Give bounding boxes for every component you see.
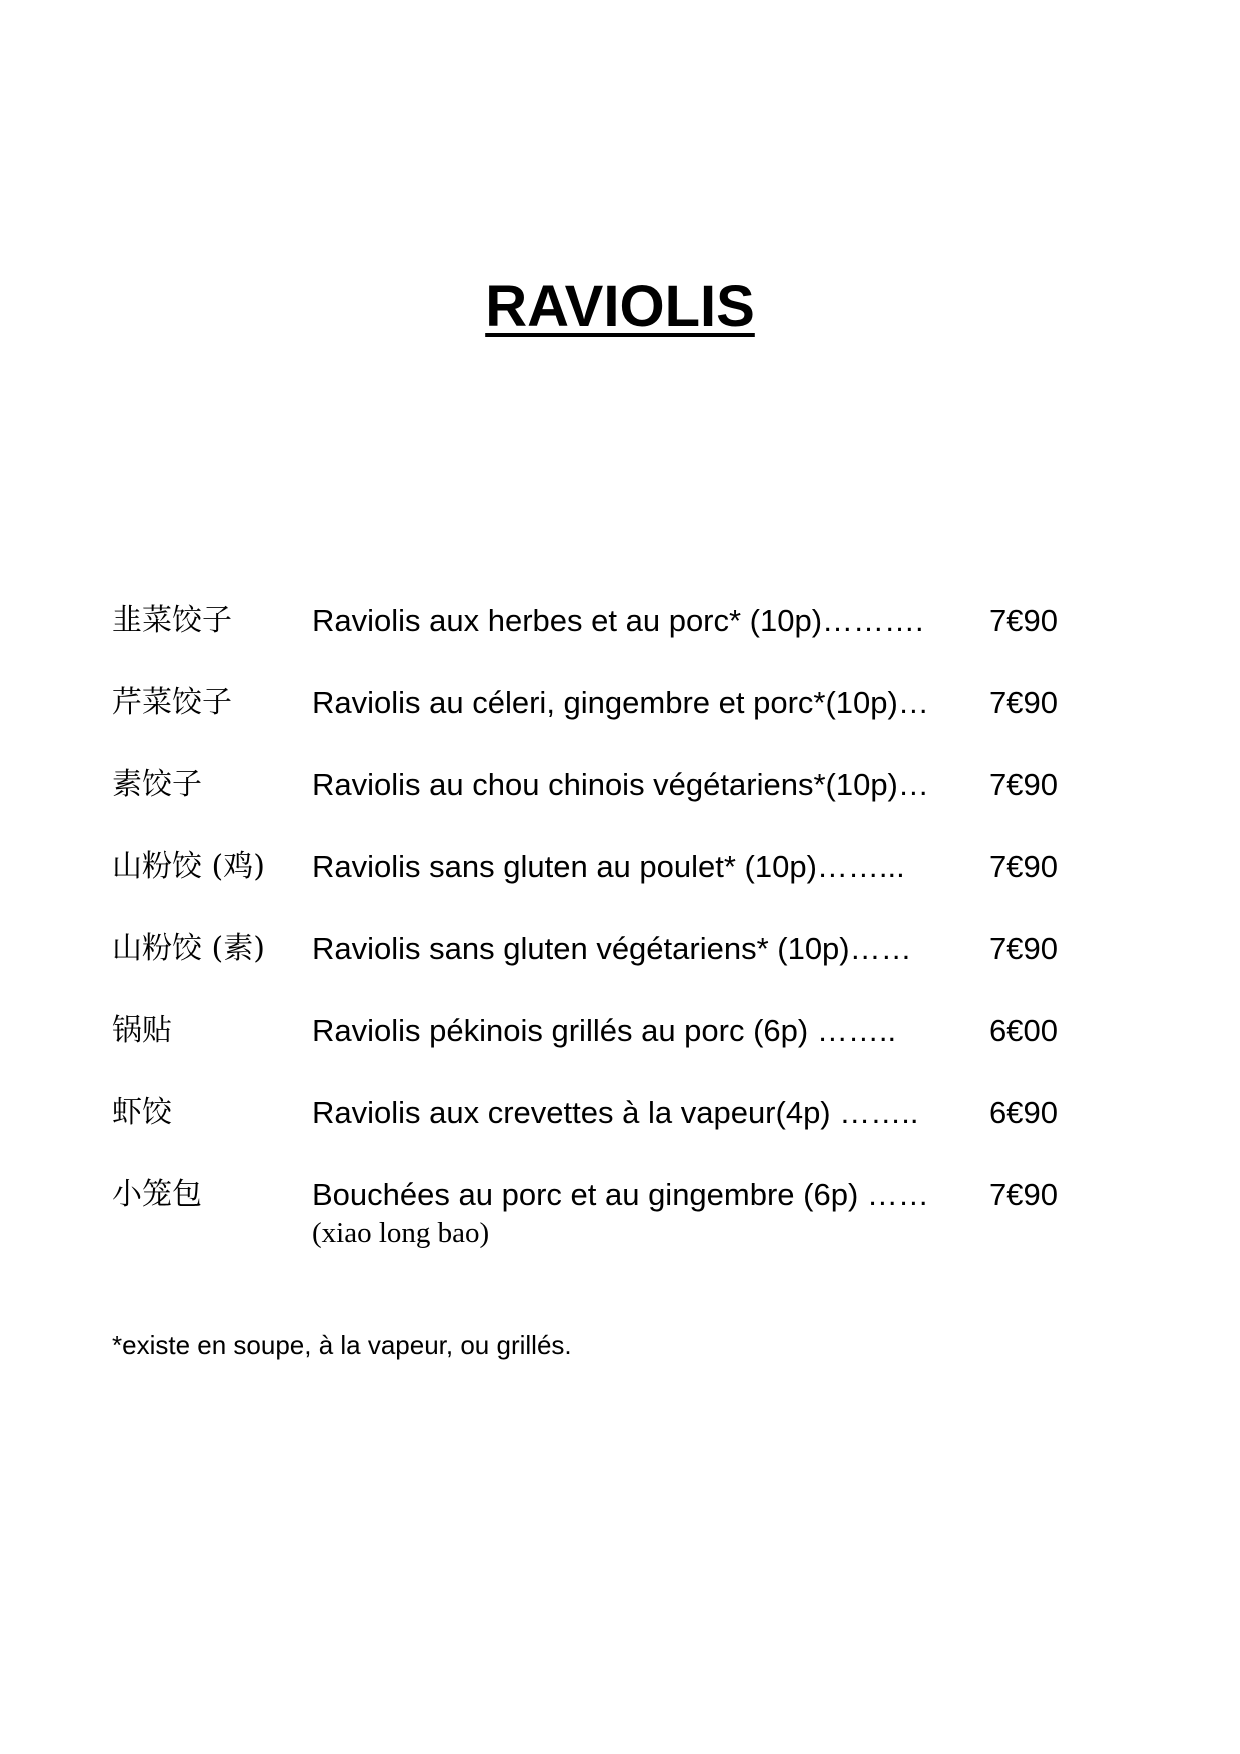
footnote: *existe en soupe, à la vapeur, ou grillés.	[112, 1330, 572, 1360]
menu-item-description: Raviolis au céleri, gingembre et porc*(10p)…	[312, 685, 929, 720]
menu-item-description: Bouchées au porc et au gingembre (6p) ……	[312, 1177, 929, 1212]
menu-item-guotie	[112, 1011, 1072, 1051]
menu-item-description: Raviolis pékinois grillés au porc (6p) ……..	[312, 1013, 897, 1048]
menu-item-price: 7€90	[989, 685, 1058, 720]
menu-item-price: 7€90	[989, 931, 1058, 966]
menu-item-jiucai-jiaozi	[112, 601, 1072, 641]
page-title-text: RAVIOLIS	[485, 274, 755, 339]
menu-item-romanization: (xiao long bao)	[312, 1217, 490, 1249]
menu-item-description: Raviolis sans gluten au poulet* (10p)……...	[312, 849, 905, 884]
menu-item-shanfen-jiao-chicken	[112, 847, 1072, 887]
menu-item-price: 7€90	[989, 849, 1058, 884]
menu-item-description: Raviolis sans gluten végétariens* (10p)……	[312, 931, 912, 966]
menu-item-chinese-name: 小笼包	[112, 1177, 202, 1212]
menu-item-shanfen-jiao-vegetarian	[112, 929, 1072, 969]
menu-item-chinese-name: 韭菜饺子	[112, 603, 232, 638]
menu-item-price: 7€90	[989, 767, 1058, 802]
menu-item-chinese-name: 山粉饺 (素)	[112, 931, 265, 966]
menu-item-price: 6€90	[989, 1095, 1058, 1130]
menu-item-chinese-name: 锅贴	[112, 1013, 172, 1048]
menu-item-price: 7€90	[989, 603, 1058, 638]
menu-item-su-jiaozi	[112, 765, 1072, 805]
menu-item-chinese-name: 虾饺	[112, 1095, 172, 1130]
menu-item-qincai-jiaozi	[112, 683, 1072, 723]
menu-item-chinese-name: 芹菜饺子	[112, 685, 232, 720]
menu-item-xiaolongbao	[112, 1175, 1072, 1249]
menu-item-price: 6€00	[989, 1013, 1058, 1048]
menu-item-description: Raviolis aux herbes et au porc* (10p)……….	[312, 603, 924, 638]
page-title	[0, 274, 1240, 339]
menu-item-chinese-name: 山粉饺 (鸡)	[112, 849, 265, 884]
menu-item-chinese-name: 素饺子	[112, 767, 202, 802]
menu-item-xiajiao	[112, 1093, 1072, 1133]
menu-item-price: 7€90	[989, 1177, 1058, 1212]
menu-item-description: Raviolis aux crevettes à la vapeur(4p) ……..	[312, 1095, 919, 1130]
menu-item-description: Raviolis au chou chinois végétariens*(10p)…	[312, 767, 929, 802]
